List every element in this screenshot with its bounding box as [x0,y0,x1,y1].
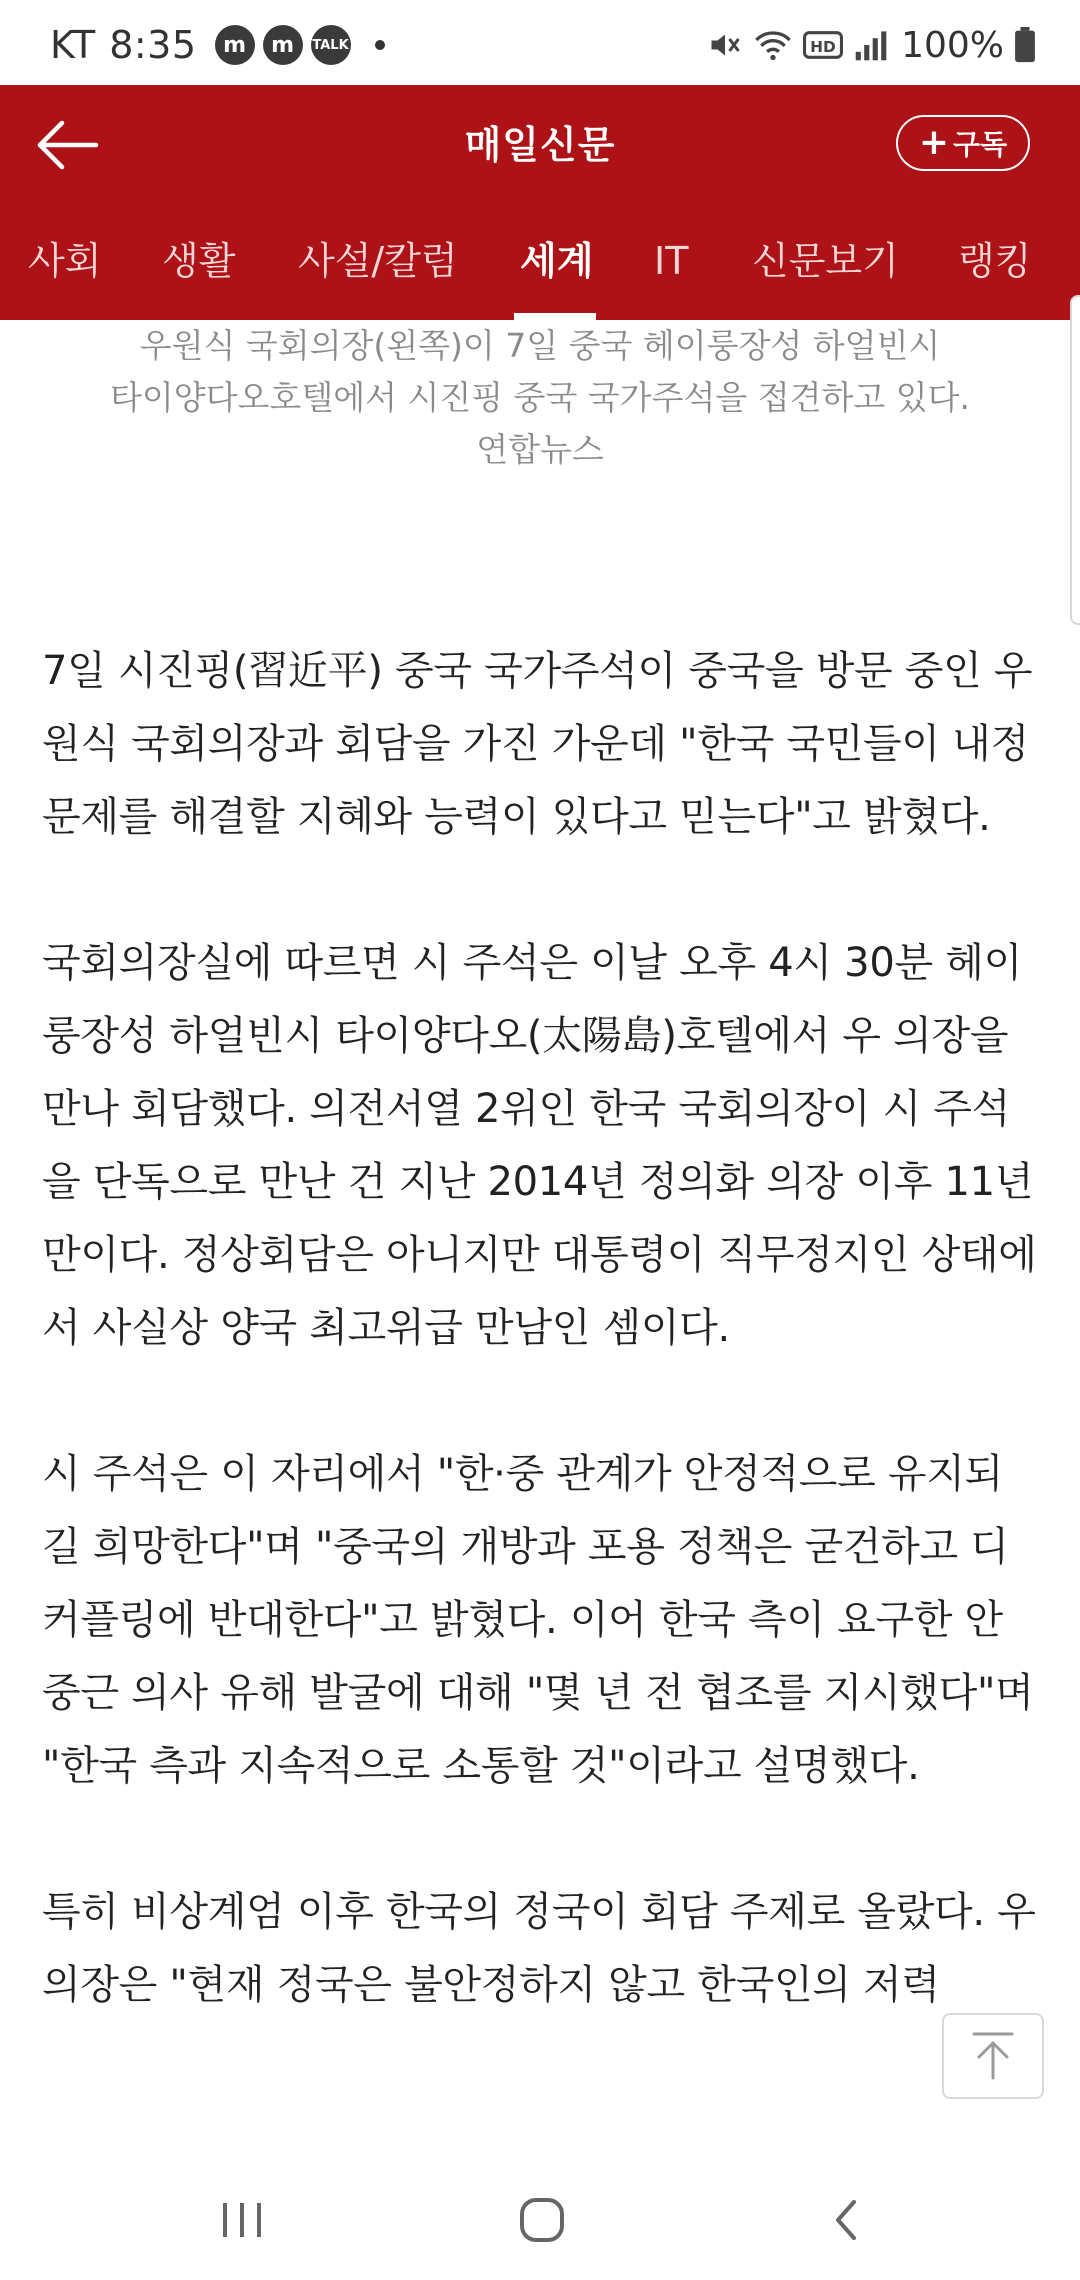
arrow-up-to-line-icon [970,2031,1016,2081]
subscribe-button[interactable] [896,115,1030,171]
wifi-icon [753,27,793,63]
svg-text:HD: HD [810,37,836,56]
photo-caption: 우원식 국회의장(왼쪽)이 7일 중국 헤이룽장성 하얼빈시 타이양다오호텔에서 시진핑 중국 국가주석을 접견하고 있다. 연합뉴스 [110,326,970,469]
m-app-icon: m [215,25,255,65]
hd-voice-icon [803,29,843,61]
system-navigation-bar [0,2160,1080,2280]
article-paragraph: 7일 시진핑(習近平) 중국 국가주석이 중국을 방문 중인 우원식 국회의장과 회담을 가진 가운데 "한국 국민들이 내정 문제를 해결할 지혜와 능력이 있다고 믿는다"고 밝혔다. [42,648,1033,840]
status-bar [0,0,1080,90]
active-tab-indicator [514,313,596,320]
recent-apps-icon [219,2200,265,2240]
signal-icon [853,28,889,62]
scroll-to-top-button[interactable] [942,2013,1044,2099]
plus-icon: + [918,122,950,163]
clock: 8:35 [109,23,197,67]
tab-world[interactable]: 세계 [520,239,594,283]
kakaotalk-icon: TALK [311,25,351,65]
subscribe-label: 구독 [953,128,1008,161]
home-icon [518,2196,566,2244]
tab-newspaper-view[interactable]: 신문보기 [752,239,899,283]
battery-icon [1014,27,1036,63]
scrollbar[interactable] [1070,295,1080,625]
tab-society[interactable]: 사회 [28,239,102,283]
m-app-icon-2: m [263,25,303,65]
status-left [50,0,385,90]
chevron-left-icon [828,2196,864,2244]
app-header [0,85,1080,205]
article-paragraph: 시 주석은 이 자리에서 "한·중 관계가 안정적으로 유지되길 희망한다"며 "중국의 개방과 포용 정책은 굳건하고 디커플링에 반대한다"고 밝혔다. 이어 한국 측이 요구한 안중근 의사 유해 발굴에 대해 "몇 년 전 협조를 지시했다"며 "한국 측과 지속적으로 소통할 것"이라고 설명했다. [42,1451,1034,1789]
status-right [697,0,1036,90]
tab-editorial-column[interactable]: 사설/칼럼 [298,239,458,283]
battery-percent: 100% [901,24,1004,66]
system-back-button[interactable] [806,2180,886,2260]
tab-it[interactable]: IT [654,239,689,283]
app-title: 매일신문 [464,123,616,167]
category-tabs [0,205,1080,320]
article-body [42,635,1040,2095]
article-paragraph: 국회의장실에 따르면 시 주석은 이날 오후 4시 30분 헤이룽장성 하얼빈시 타이양다오(太陽島)호텔에서 우 의장을 만나 회담했다. 의전서열 2위인 한국 국회의장이 시 주석을 단독으로 만난 건 지난 2014년 정의화 의장 이후 11년 만이다. 정상회담은 아니지만 대통령이 직무정지인 상태에서 사실상 양국 최고위급 만남인 셈이다. [42,940,1037,1351]
home-button[interactable] [502,2180,582,2260]
recent-apps-button[interactable] [202,2180,282,2260]
tab-ranking[interactable]: 랭킹 [958,239,1032,283]
content-fade [0,2130,1080,2160]
carrier-label: KT [50,23,96,67]
mute-icon [707,27,743,63]
tab-life[interactable]: 생활 [162,239,236,283]
article-paragraph: 특히 비상계엄 이후 한국의 정국이 회담 주제로 올랐다. 우 의장은 "현재 정국은 불안정하지 않고 한국인의 저력 [42,1889,1036,2008]
more-notifications-dot-icon [375,40,385,50]
